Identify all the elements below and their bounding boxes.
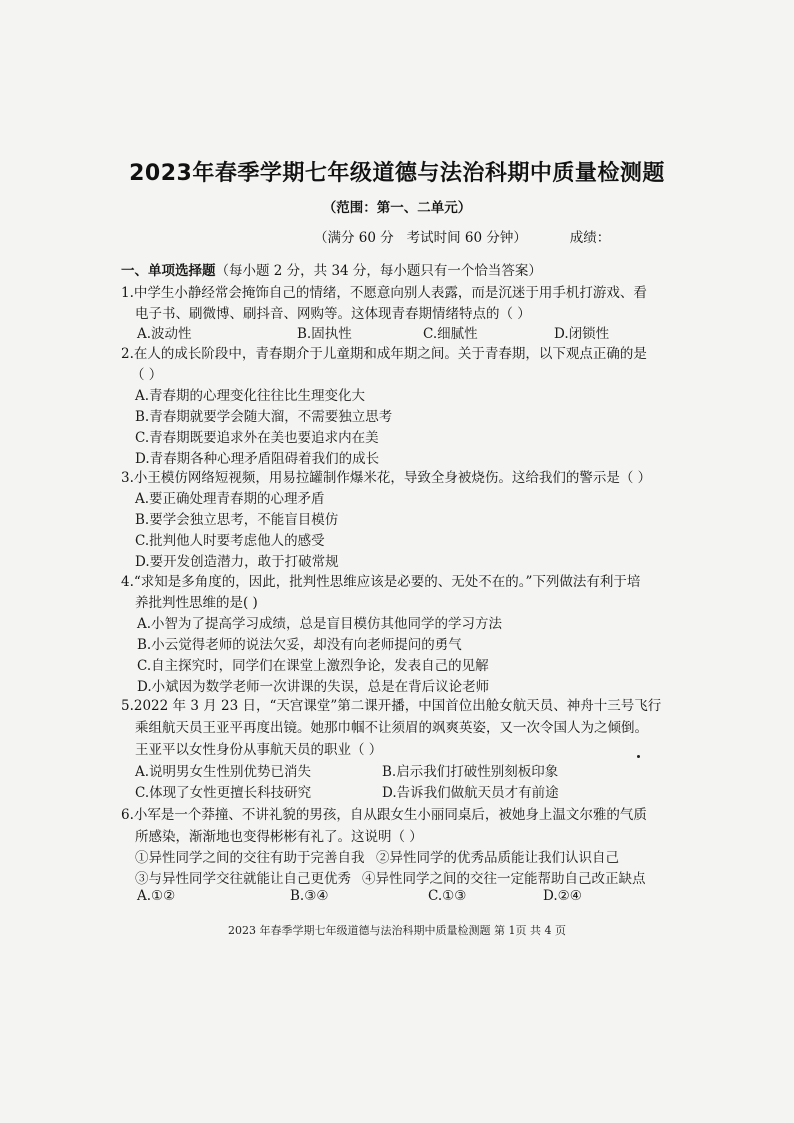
question-1-option-b: B.固执性: [297, 326, 352, 342]
question-4-option-a: A.小智为了提高学习成绩，总是盲目模仿其他同学的学习方法: [137, 616, 503, 632]
question-5-option-b: B.启示我们打破性别刻板印象: [382, 764, 559, 780]
exam-info: （满分 60 分 考试时间 60 分钟） 成绩：: [314, 230, 611, 246]
question-6-statement-3: ③与异性同学交往就能让自己更优秀: [135, 871, 351, 887]
question-3-option-b: B.要学会独立思考，不能盲目模仿: [135, 512, 339, 528]
question-4-line-1: 4.“求知是多角度的，因此，批判性思维应该是必要的、无处不在的。”下列做法有利于培: [121, 574, 641, 590]
question-4-option-d: D.小斌因为数学老师一次讲课的失误，总是在背后议论老师: [137, 679, 490, 695]
question-6-option-b: B.③④: [290, 888, 329, 904]
page-footer: 2023 年春季学期七年级道德与法治科期中质量检测题 第 1页 共 4 页: [228, 924, 566, 937]
question-2-option-b: B.青春期就要学会随大溜，不需要独立思考: [135, 409, 393, 425]
question-5-line-1: 5.2022 年 3 月 23 日，“天宫课堂”第二课开播，中国首位出舱女航天员、神舟十三号飞行: [121, 698, 662, 714]
ink-speck: [637, 755, 640, 758]
question-3-option-d: D.要开发创造潜力，敢于打破常规: [135, 554, 339, 570]
question-5-option-c: C.体现了女性更擅长科技研究: [135, 785, 312, 801]
question-3-option-a: A.要正确处理青春期的心理矛盾: [135, 491, 325, 507]
question-5-line-2: 乘组航天员王亚平再度出镜。她那巾帼不让须眉的飒爽英姿，又一次令国人为之倾倒。: [135, 720, 648, 736]
question-4-option-c: C.自主探究时，同学们在课堂上激烈争论，发表自己的见解: [137, 658, 489, 674]
question-6-line-1: 6.小军是一个莽撞、不讲礼貌的男孩，自从跟女生小丽同桌后，被她身上温文尔雅的气质: [121, 807, 647, 823]
question-5-option-d: D.告诉我们做航天员才有前途: [382, 785, 559, 801]
question-5-option-a: A.说明男女生性别优势已消失: [135, 764, 312, 780]
question-5-line-3: 王亚平以女性身份从事航天员的职业（ ）: [135, 742, 383, 758]
question-1-line-2: 电子书、刷微博、刷抖音、网购等。这体现青春期情绪特点的（ ）: [135, 306, 531, 322]
question-1-option-c: C.细腻性: [423, 326, 478, 342]
question-3-line-1: 3.小王模仿网络短视频，用易拉罐制作爆米花，导致全身被烧伤。这给我们的警示是（ ）: [121, 470, 652, 486]
question-6-line-2: 所感染，渐渐地也变得彬彬有礼了。这说明（ ）: [135, 829, 423, 845]
question-2-option-d: D.青春期各种心理矛盾阻碍着我们的成长: [135, 451, 380, 467]
question-1-line-1: 1.中学生小静经常会掩饰自己的情绪，不愿意向别人表露，而是沉迷于用手机打游戏、看: [121, 285, 647, 301]
question-4-line-2: 养批判性思维的是( ): [135, 595, 258, 611]
section-description: （每小题 2 分，共 34 分，每小题只有一个恰当答案）: [215, 263, 542, 279]
question-6-option-a: A.①②: [137, 888, 176, 904]
question-6-statement-1: ①异性同学之间的交往有助于完善自我: [135, 850, 365, 866]
question-6-statement-4: ④异性同学之间的交往一定能帮助自己改正缺点: [362, 871, 646, 887]
section-label: 一、单项选择题: [121, 263, 216, 279]
question-6-option-d: D.②④: [543, 888, 582, 904]
question-2-line-2: （ ）: [131, 367, 163, 383]
question-4-option-b: B.小云觉得老师的说法欠妥，却没有向老师提问的勇气: [137, 637, 462, 653]
page-title: 2023年春季学期七年级道德与法治科期中质量检测题: [129, 161, 665, 186]
question-1-option-d: D.闭锁性: [554, 326, 610, 342]
question-2-line-1: 2.在人的成长阶段中，青春期介于儿童期和成年期之间。关于青春期，以下观点正确的是: [121, 346, 647, 362]
exam-scope: （范围：第一、二单元）: [322, 200, 472, 216]
question-3-option-c: C.批判他人时要考虑他人的感受: [135, 533, 325, 549]
question-2-option-a: A.青春期的心理变化往往比生理变化大: [135, 388, 366, 404]
question-6-statement-2: ②异性同学的优秀品质能让我们认识自己: [376, 850, 619, 866]
question-6-option-c: C.①③: [428, 888, 467, 904]
section-heading: [121, 259, 542, 279]
question-1-option-a: A.波动性: [137, 326, 192, 342]
question-2-option-c: C.青春期既要追求外在美也要追求内在美: [135, 430, 379, 446]
